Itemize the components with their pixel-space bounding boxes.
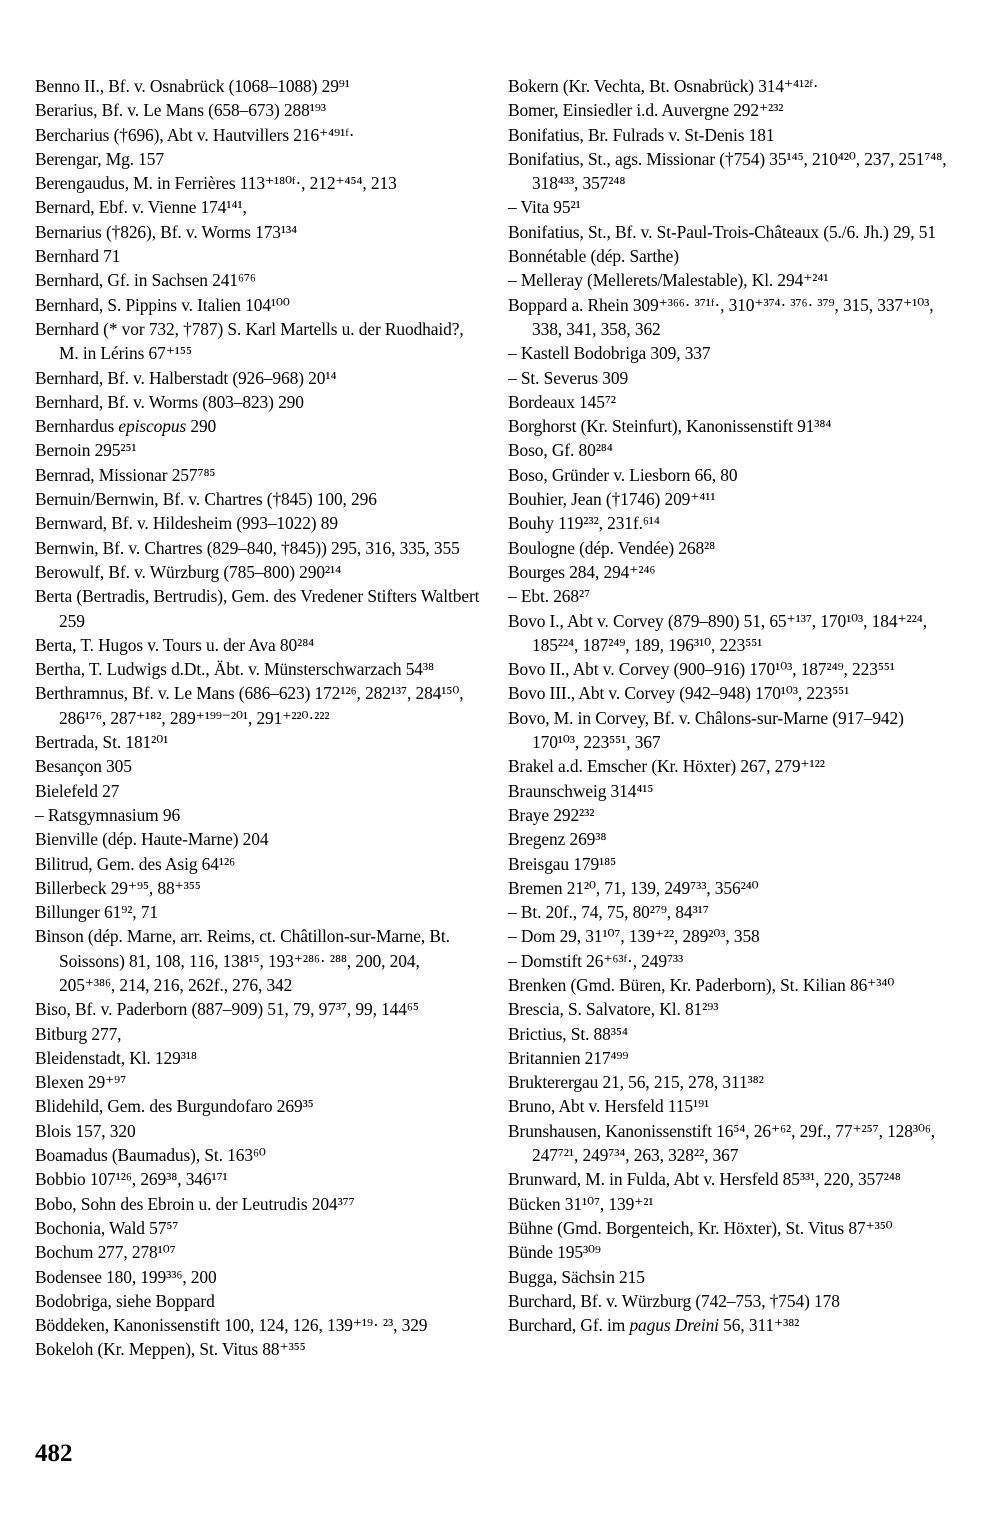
index-column-right [508,74,950,1337]
index-entry: – St. Severus 309 [508,367,629,388]
index-entry: Billunger 61⁹², 71 [35,902,158,923]
index-entry: Boulogne (dép. Vendée) 268²⁸ [508,537,716,558]
index-entry: Bonnétable (dép. Sarthe) [508,246,679,267]
index-entry: Berta, T. Hugos v. Tours u. der Ava 80²⁸⁴ [35,634,315,655]
index-entry: Brescia, S. Salvatore, Kl. 81²⁹³ [508,999,719,1020]
index-entry: – Ratsgymnasium 96 [35,804,181,825]
index-entry: Bovo I., Abt v. Corvey (879–890) 51, 65⁺¹³⁷, 170¹⁰³, 184⁺²²⁴, 185²²⁴, 187²⁴⁹, 189, 196³¹⁰, 223⁵⁵¹ [508,610,927,655]
index-entry: – Melleray (Mellerets/Malestable), Kl. 294⁺²⁴¹ [508,270,829,291]
index-entry: Braye 292²³² [508,804,595,825]
index-entry: Benno II., Bf. v. Osnabrück (1068–1088) 29⁹¹ [35,76,350,96]
index-entry: Boppard a. Rhein 309⁺³⁶⁶· ³⁷¹ᶠ·, 310⁺³⁷⁴· ³⁷⁶· ³⁷⁹, 315, 337⁺¹⁰³, 338, 341, 358, 362 [508,294,934,339]
index-entry: Binson (dép. Marne, arr. Reims, ct. Châtillon-sur-Marne, Bt. Soissons) 81, 108, 116, 138¹⁵, 193⁺²⁸⁶· ²⁸⁸, 200, 204, 205⁺³⁸⁶, 214, 216, 262f., 276, 342 [35,926,450,995]
index-entry: Bernhardus episcopus 290 [35,416,217,437]
index-entry: Bochonia, Wald 57⁵⁷ [35,1217,179,1238]
index-entry: Bregenz 269³⁸ [508,829,607,850]
index-entry: Bonifatius, Br. Fulrads v. St-Denis 181 [508,124,775,145]
index-entry: Boso, Gf. 80²⁸⁴ [508,440,613,461]
index-entry: Berengaudus, M. in Ferrières 113⁺¹⁸⁰ᶠ·, 212⁺⁴⁵⁴, 213 [35,173,397,194]
index-entry: Brukterergau 21, 56, 215, 278, 311³⁸² [508,1072,764,1093]
index-entry: Brenken (Gmd. Büren, Kr. Paderborn), St. Kilian 86⁺³⁴⁰ [508,974,895,995]
index-entry: Bielefeld 27 [35,780,120,801]
index-entry: Bovo II., Abt v. Corvey (900–916) 170¹⁰³, 187²⁴⁹, 223⁵⁵¹ [508,659,895,680]
index-entry: Boso, Gründer v. Liesborn 66, 80 [508,464,738,485]
index-entry: Bünde 195³⁰⁹ [508,1242,601,1263]
index-entry: Bernward, Bf. v. Hildesheim (993–1022) 89 [35,513,338,534]
index-entry: – Dom 29, 31¹⁰⁷, 139⁺²², 289²⁰³, 358 [508,926,760,947]
index-entry: Blois 157, 320 [35,1120,136,1141]
index-entry: – Ebt. 268²⁷ [508,586,591,607]
index-entry: Bernhard, S. Pippins v. Italien 104¹⁰⁰ [35,294,290,315]
index-entry: Bertha, T. Ludwigs d.Dt., Äbt. v. Münsterschwarzach 54³⁸ [35,659,434,680]
index-entry: Bernard, Ebf. v. Vienne 174¹⁴¹, [35,197,247,218]
index-entry: Bouhier, Jean (†1746) 209⁺⁴¹¹ [508,489,716,510]
index-entry: Bertrada, St. 181²⁰¹ [35,732,169,753]
index-entry: Berthramnus, Bf. v. Le Mans (686–623) 172¹²⁶, 282¹³⁷, 284¹⁵⁰, 286¹⁷⁶, 287⁺¹⁸², 289⁺¹⁹⁹⁻²⁰¹, 291⁺²²⁰·²²² [35,683,464,728]
index-entry: Bücken 31¹⁰⁷, 139⁺²¹ [508,1193,654,1214]
index-entry: Bonifatius, St., Bf. v. St-Paul-Trois-Châteaux (5./6. Jh.) 29, 51 [508,221,936,242]
index-entry: Bernoin 295²⁵¹ [35,440,137,461]
index-entry: Billerbeck 29⁺⁹⁵, 88⁺³⁵⁵ [35,877,201,898]
index-entry: Bourges 284, 294⁺²⁴⁶ [508,561,656,582]
index-entry: Besançon 305 [35,756,132,777]
index-entry: Bercharius (†696), Abt v. Hautvillers 216⁺⁴⁹¹ᶠ· [35,124,355,145]
index-entry: Bobo, Sohn des Ebroin u. der Leutrudis 204³⁷⁷ [35,1193,355,1214]
index-entry: Bernhard 71 [35,246,121,267]
index-entry: – Kastell Bodobriga 309, 337 [508,343,711,364]
index-entry: Bernuin/Bernwin, Bf. v. Chartres (†845) 100, 296 [35,489,377,510]
index-entry: Berowulf, Bf. v. Würzburg (785–800) 290²¹⁴ [35,561,342,582]
index-entry: Britannien 217⁴⁹⁹ [508,1047,629,1068]
index-entry: Brakel a.d. Emscher (Kr. Höxter) 267, 279⁺¹²² [508,756,825,777]
index-entry: Böddeken, Kanonissenstift 100, 124, 126, 139⁺¹⁹· ²³, 329 [35,1315,428,1336]
index-entry: Bokern (Kr. Vechta, Bt. Osnabrück) 314⁺⁴¹²ᶠ· [508,76,819,96]
index-entry: Bernarius (†826), Bf. v. Worms 173¹³⁴ [35,221,298,242]
index-entry: Boamadus (Baumadus), St. 163⁶⁰ [35,1145,266,1166]
index-entry: Bernhard, Bf. v. Worms (803–823) 290 [35,391,304,412]
index-entry: Burchard, Bf. v. Würzburg (742–753, †754) 178 [508,1290,840,1311]
index-entry: Brunward, M. in Fulda, Abt v. Hersfeld 85³³¹, 220, 357²⁴⁸ [508,1169,901,1190]
index-entry: Blexen 29⁺⁹⁷ [35,1072,127,1093]
index-entry: Bonifatius, St., ags. Missionar (†754) 35¹⁴⁵, 210⁴²⁰, 237, 251⁷⁴⁸, 318⁴³³, 357²⁴⁸ [508,148,947,194]
index-column-left [35,74,480,1362]
page-number: 482 [35,1440,73,1467]
index-entry: Bühne (Gmd. Borgenteich, Kr. Höxter), St. Vitus 87⁺³⁵⁰ [508,1217,893,1238]
index-entry: Bomer, Einsiedler i.d. Auvergne 292⁺²³² [508,100,784,121]
index-entry: Burchard, Gf. im pagus Dreini 56, 311⁺³⁸² [508,1315,800,1336]
index-entry: Berengar, Mg. 157 [35,148,164,169]
index-entry: Berta (Bertradis, Bertrudis), Gem. des Vredener Stifters Waltbert 259 [35,586,480,631]
index-entry: Bernhard (* vor 732, †787) S. Karl Martells u. der Ruodhaid?, M. in Lérins 67⁺¹⁵⁵ [35,318,464,364]
index-entry: Bremen 21²⁰, 71, 139, 249⁷³³, 356²⁴⁰ [508,877,759,898]
index-entry: Bernrad, Missionar 257⁷⁸⁵ [35,464,216,485]
index-entry: Bernhard, Bf. v. Halberstadt (926–968) 20¹⁴ [35,367,337,388]
index-entry: Bitburg 277, [35,1023,122,1044]
index-entry: Bernwin, Bf. v. Chartres (829–840, †845)) 295, 316, 335, 355 [35,537,460,558]
index-entry: Biso, Bf. v. Paderborn (887–909) 51, 79, 97³⁷, 99, 144⁶⁵ [35,999,419,1020]
index-entry: Bovo III., Abt v. Corvey (942–948) 170¹⁰³, 223⁵⁵¹ [508,683,850,704]
index-entry: Bodobriga, siehe Boppard [35,1290,215,1311]
index-entry: Bokeloh (Kr. Meppen), St. Vitus 88⁺³⁵⁵ [35,1339,306,1360]
index-entry: Blidehild, Gem. des Burgundofaro 269³⁵ [35,1096,314,1117]
index-entry: – Vita 95²¹ [508,197,581,218]
index-entry: Bruno, Abt v. Hersfeld 115¹⁹¹ [508,1096,710,1117]
index-entry: – Bt. 20f., 74, 75, 80²⁷⁹, 84³¹⁷ [508,902,709,923]
index-entry: Bochum 277, 278¹⁰⁷ [35,1242,176,1263]
index-entry: Bodensee 180, 199³³⁶, 200 [35,1266,217,1287]
index-entry: Bobbio 107¹²⁶, 269³⁸, 346¹⁷¹ [35,1169,228,1190]
index-entry: Berarius, Bf. v. Le Mans (658–673) 288¹⁹³ [35,100,326,121]
index-entry: Bouhy 119²³², 231f.⁶¹⁴ [508,513,660,534]
index-entry: Bugga, Sächsin 215 [508,1266,645,1287]
index-entry: Borghorst (Kr. Steinfurt), Kanonissenstift 91³⁸⁴ [508,416,832,437]
index-entry: Brictius, St. 88³⁵⁴ [508,1023,628,1044]
index-entry: – Domstift 26⁺⁶³ᶠ·, 249⁷³³ [508,950,684,971]
index-entry: Bovo, M. in Corvey, Bf. v. Châlons-sur-Marne (917–942) 170¹⁰³, 223⁵⁵¹, 367 [508,707,904,753]
index-entry: Braunschweig 314⁴¹⁵ [508,780,654,801]
index-entry: Bleidenstadt, Kl. 129³¹⁸ [35,1047,197,1068]
index-entry: Breisgau 179¹⁸⁵ [508,853,617,874]
index-entry: Brunshausen, Kanonissenstift 16⁵⁴, 26⁺⁶², 29f., 77⁺²⁵⁷, 128³⁰⁶, 247⁷²¹, 249⁷³⁴, 263, 328²², 367 [508,1120,936,1166]
index-entry: Bernhard, Gf. in Sachsen 241⁶⁷⁶ [35,270,256,291]
index-entry: Bordeaux 145⁷² [508,391,616,412]
index-entry: Bienville (dép. Haute-Marne) 204 [35,829,269,850]
index-entry: Bilitrud, Gem. des Asig 64¹²⁶ [35,853,236,874]
